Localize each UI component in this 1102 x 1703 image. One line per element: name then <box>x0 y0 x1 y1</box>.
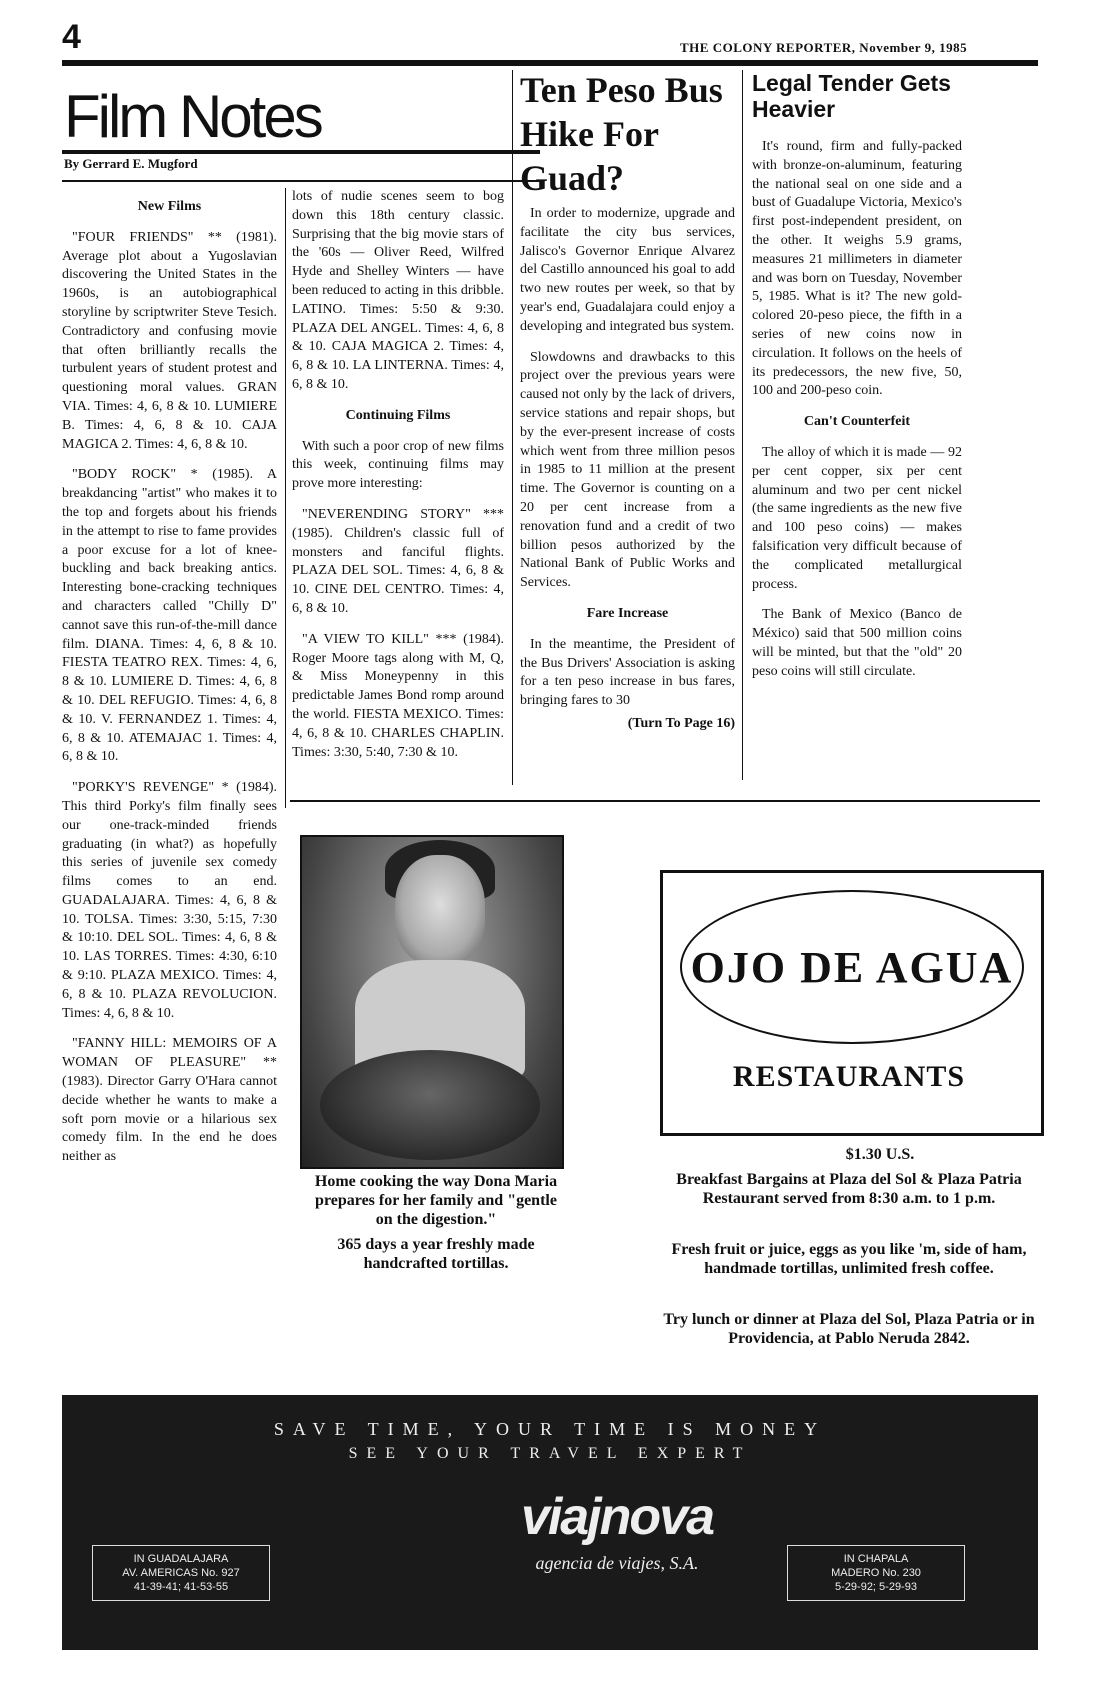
top-rule <box>62 60 1038 66</box>
divider <box>62 180 540 182</box>
branch-city: IN CHAPALA <box>843 1553 909 1565</box>
legal-paragraph: The Bank of Mexico (Banco de México) said that 500 million coins will be minted, but that the "old" 20 peso coins will still circulate. <box>752 607 962 679</box>
film-notes-column-2 <box>292 188 504 774</box>
byline: By Gerrard E. Mugford <box>64 156 198 171</box>
continuing-intro: With such a poor crop of new films this week, continuing films may prove more interesting: <box>292 438 504 492</box>
ojo-de-agua-logo <box>680 890 1024 1044</box>
ojo-de-agua-name: OJO DE AGUA <box>690 942 1014 992</box>
review-porkys-revenge: "PORKY'S REVENGE" * (1984). This third Porky's film finally sees our one-track-minded friends graduating (in what?) as hopefully this series of juvenile sex comedy films comes to an end. GUADALAJARA. Times: 4, 6, 8 & 10. TOLSA. Times: 3:30, 5:15, 7:30 & 10:10. DEL SOL. Times: 4, 6, 8 & 10. LAS TORRES. Times: 4:30, 6:10 & 9:10. PLAZA MEXICO. Times: 4, 6, 8 & 10. PLAZA REVOLUCION. Times: 4, 6, 8 & 10. <box>62 780 277 1021</box>
bus-article <box>520 205 735 734</box>
photo-tortilla-bowl <box>320 1050 540 1160</box>
jump-line: (Turn To Page 16) <box>627 715 735 731</box>
legal-headline: Legal Tender Gets Heavier <box>752 70 951 122</box>
branch-address: AV. AMERICAS No. 927 <box>122 1567 240 1579</box>
section-continuing-films: Continuing Films <box>345 407 451 423</box>
caption-line-2: 365 days a year freshly made handcrafted tortillas. <box>337 1236 535 1272</box>
film-notes-column-1 <box>62 188 277 1179</box>
ojo-locations: Try lunch or dinner at Plaza del Sol, Plaza Patria or in Providencia, at Pablo Neruda 2842. <box>663 1311 1035 1347</box>
bus-paragraph: Slowdowns and drawbacks to this project over the previous years were caused not only by the lack of drivers, service stations and repair shops, but by the ever-present increase of costs which went from three million pesos in 1985 to 11 million at the present time. The Governor is counting on a 20 per cent increase from a renovation fund and a credit of two billion pesos authorized by the National Bank of Public Works and Services. <box>520 349 735 591</box>
ad-section-rule <box>290 800 1040 802</box>
branch-address: MADERO No. 230 <box>831 1567 921 1579</box>
column-rule <box>742 70 743 780</box>
legal-paragraph: It's round, firm and fully-packed with bronze-on-aluminum, featuring the national seal on one side and a bust of Guadalupe Victoria, Mexico's first post-independent president, on the other. It weighs 5.9 grams, measures 21 millimeters in diameter and was born on Tuesday, November 5, 1985. What is it? The new gold-colored 20-peso piece, the fifth in a series of new coins now in circulation. It follows on the heels of its predecessors, the new five, 50, 100 and 200-peso coin. <box>752 139 962 399</box>
branch-guadalajara <box>92 1545 270 1601</box>
travel-slogan-2: SEE YOUR TRAVEL EXPERT <box>348 1445 752 1462</box>
bus-headline: Ten Peso Bus Hike For Guad? <box>520 70 723 198</box>
ojo-breakfast: Breakfast Bargains at Plaza del Sol & Plaza Patria Restaurant served from 8:30 a.m. to 1 p.m. <box>676 1171 1022 1207</box>
viajnova-subtitle: agencia de viajes, S.A. <box>535 1553 699 1573</box>
film-notes-title: Film Notes <box>64 83 321 150</box>
review-view-to-kill: "A VIEW TO KILL" *** (1984). Roger Moore tags along with M, Q, & Miss Moneypenny in this predictable James Bond romp around the world. FIESTA MEXICO. Times: 4, 6, 8 & 10. CHARLES CHAPLIN. Times: 3:30, 5:40, 7:30 & 10. <box>292 631 504 760</box>
ojo-price: $1.30 U.S. <box>845 1146 915 1163</box>
review-fanny-hill-cont: lots of nudie scenes seem to bog down this 18th century classic. Surprising that the big movie stars of the '60s — Oliver Reed, Wilfred Hyde and Shelley Winters — have been reduced to acting in this dribble. LATINO. Times: 5:50 & 9:30. PLAZA DEL ANGEL. Times: 4, 6, 8 & 10. CAJA MAGICA 2. Times: 4, 6, 8 & 10. LA LINTERNA. Times: 4, 6, 8 & 10. <box>292 189 504 392</box>
column-rule <box>285 188 286 808</box>
section-new-films: New Films <box>137 199 202 214</box>
viajnova-travel-ad <box>62 1395 1038 1650</box>
branch-chapala <box>787 1545 965 1601</box>
restaurants-label: RESTAURANTS <box>732 1060 966 1093</box>
branch-phone: 41-39-41; 41-53-55 <box>133 1581 229 1593</box>
review-body-rock: "BODY ROCK" * (1985). A breakdancing "artist" who makes it to the top and forgets about his friends in the attempt to rise to fame provides a poor excuse for a lot of knee-buckling and back breaking antics. Interesting bone-cracking techniques and characters called "Chilly D" cannot save this run-of-the-mill dance film. DIANA. Times: 4, 6, 8 & 10. FIESTA TEATRO REX. Times: 4, 6, 8 & 10. LUMIERE D. Times: 4, 6, 8 & 10. DEL REFUGIO. Times: 4, 6, 8 & 10. V. FERNANDEZ 1. Times: 4, 6, 8 & 10. ATEMAJAC 1. Times: 4, 6, 8 & 10. <box>62 467 277 765</box>
caption-line-1: Home cooking the way Dona Maria prepares for her family and "gentle on the digestion." <box>314 1173 558 1228</box>
ojo-menu: Fresh fruit or juice, eggs as you like 'm, side of ham, handmade tortillas, unlimited fresh coffee. <box>671 1241 1027 1277</box>
review-neverending-story: "NEVERENDING STORY" *** (1985). Children's classic full of monsters and fanciful flights. PLAZA DEL SOL. Times: 4, 6, 8 & 10. CINE DEL CENTRO. Times: 4, 6, 8 & 10. <box>292 506 504 616</box>
photo-caption <box>305 1172 567 1273</box>
branch-phone: 5-29-92; 5-29-93 <box>835 1581 917 1593</box>
fare-increase-subhead: Fare Increase <box>586 605 669 621</box>
legal-article <box>752 138 962 694</box>
masthead: THE COLONY REPORTER, November 9, 1985 <box>680 40 968 55</box>
column-rule <box>512 70 513 785</box>
photo-face <box>395 855 485 965</box>
page-number: 4 <box>62 18 81 56</box>
legal-paragraph: The alloy of which it is made — 92 per cent copper, six per cent aluminum and two per cent nickel (the same ingredients as the new five and 100 peso coins) — makes falsification very difficult because of the complicated metallurgical process. <box>752 444 962 592</box>
travel-slogan-1: SAVE TIME, YOUR TIME IS MONEY <box>273 1419 827 1439</box>
review-four-friends: "FOUR FRIENDS" ** (1981). Average plot about a Yugoslavian discovering the United States in the 1960s, is an autobiographical storyline by scriptwriter Steve Tesich. Contradictory and confusing movie that often brilliantly recalls the turbulent years of student protest and questioning moral values. GRAN VIA. Times: 4, 6, 8 & 10. LUMIERE B. Times: 4, 6, 8 & 10. CAJA MAGICA 2. Times: 4, 6, 8 & 10. <box>62 229 277 452</box>
branch-city: IN GUADALAJARA <box>133 1553 229 1565</box>
bus-paragraph: In order to modernize, upgrade and facilitate the city bus services, Jalisco's Governor Enrique Alvarez del Castillo announced his goal to add two new routes per week, so that by year's end, Guadalajara could enjoy a developing and integrated bus system. <box>520 206 735 334</box>
cant-counterfeit-subhead: Can't Counterfeit <box>803 414 911 430</box>
review-fanny-hill: "FANNY HILL: MEMOIRS OF A WOMAN OF PLEASURE" ** (1983). Director Garry O'Hara cannot decide whether he wants to make a soft porn movie or a hilarious sex comedy film. In the end he does neither as <box>62 1036 277 1165</box>
viajnova-logo: viajnova <box>520 1488 714 1546</box>
divider <box>62 150 540 154</box>
bus-paragraph: In the meantime, the President of the Bus Drivers' Association is asking for a ten peso increase in bus fares, bringing fares to 30 <box>520 636 735 709</box>
